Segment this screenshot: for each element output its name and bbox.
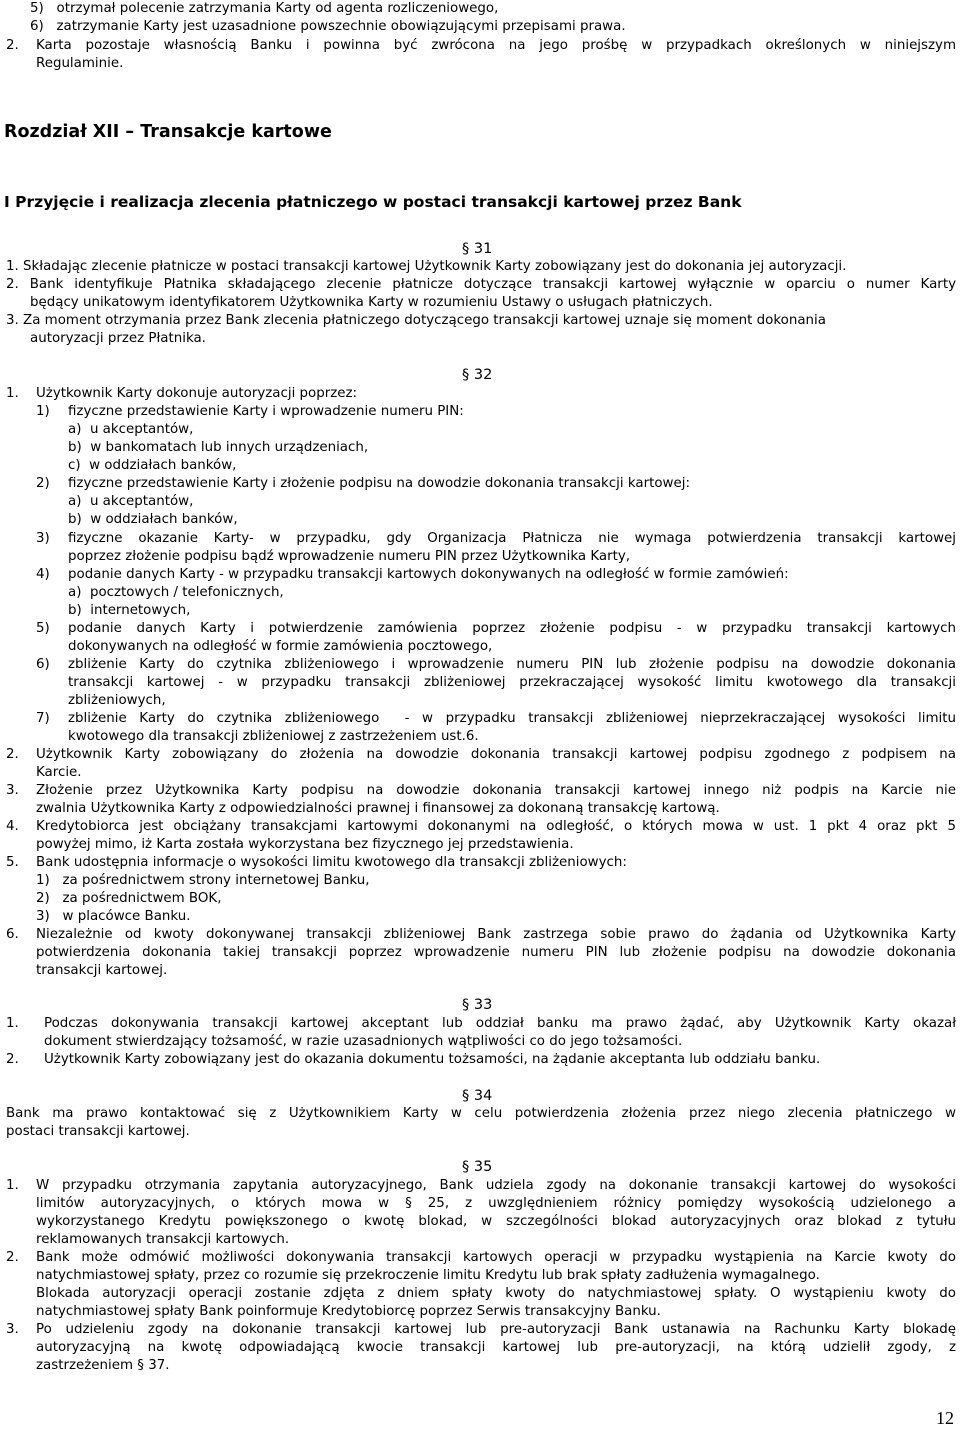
item-number: 4) [36,567,50,582]
text-line: zbliżeniowych, [68,693,166,708]
text-line: 2. Bank identyfikuje Płatnika składającego zlecenie płatnicze dotyczące transakcji kartowej wyłącznie w oparciu o numer Karty [6,277,956,292]
text-line: 1. Składając zlecenie płatnicze w postaci transakcji kartowej Użytkownik Karty zobowiązany jest do dokonania jej autoryzacji. [6,259,847,274]
text-line: b) w oddziałach banków, [68,512,238,527]
text-line: a) pocztowych / telefonicznych, [68,585,284,600]
item-number: 1. [6,1016,19,1031]
text-line: W przypadku otrzymania zapytania autoryzacyjnego, Bank udziela zgody na dokonanie transakcji kartowej do wysokości [36,1178,956,1193]
text-line: kwotowego dla transakcji zbliżeniowej z zastrzeżeniem ust.6. [68,729,479,744]
text-line: b) w bankomatach lub innych urządzeniach, [68,440,369,455]
text-line: autoryzacji przez Płatnika. [30,331,206,346]
item-number: 6. [6,927,19,942]
text-line: Użytkownik Karty zobowiązany jest do okazania dokumentu tożsamości, na żądanie akceptanta lub oddziału banku. [44,1052,821,1067]
text-line: zastrzeżeniem § 37. [36,1358,170,1373]
text-line: Karcie. [36,765,82,780]
text-line: autoryzacyjną na kwotę odpowiadającą kwocie transakcji kartowej lub pre-autoryzacji, na którą udzielił zgody, z [36,1340,956,1355]
text-line: Podczas dokonywania transakcji kartowej akceptant lub oddział banku ma prawo żądać, aby Użytkownik Karty okazał [44,1016,956,1031]
text-line: 6) zatrzymanie Karty jest uzasadnione powszechnie obowiązującymi przepisami prawa. [30,19,626,34]
text-line: Złożenie przez Użytkownika Karty podpisu na dowodzie dokonania transakcji kartowej innego niż podpis na Karcie nie [36,783,956,798]
section-title: I Przyjęcie i realizacja zlecenia płatniczego w postaci transakcji kartowej przez Bank [4,193,742,211]
text-line: transakcji kartowej. [36,963,168,978]
text-line: fizyczne przedstawienie Karty i złożenie podpisu na dowodzie dokonania transakcji kartowej: [68,476,690,491]
text-line: Blokada autoryzacji operacji zostanie zdjęta z dniem spłaty kwoty do natychmiastowej spłaty. O wystąpieniu kwoty do [36,1286,956,1301]
item-number: 3. [6,1322,19,1337]
text-line: Kredytobiorca jest obciążany transakcjami kartowymi dokonanymi na odległość, o których mowa w ust. 1 pkt 4 oraz pkt 5 [36,819,956,834]
text-line: a) u akceptantów, [68,494,194,509]
text-line: 3. Za moment otrzymania przez Bank zlecenia płatniczego dotyczącego transakcji kartowej uznaje się moment dokonania [6,313,826,328]
text-line: Niezależnie od kwoty dokonywanej transakcji zbliżeniowej Bank zastrzega sobie prawo do żądania od Użytkownika Karty [36,927,956,942]
text-line: c) w oddziałach banków, [68,458,237,473]
text-line: dokonywanych na odległość w formie zamówienia pocztowego, [68,639,493,654]
item-number: 2) [36,476,50,491]
text-line: 5) otrzymał polecenie zatrzymania Karty od agenta rozliczeniowego, [30,1,499,16]
text-line: będący unikatowym identyfikatorem Użytkownika Karty w rozumieniu Ustawy o usługach płatniczych. [30,295,713,310]
text-line: Bank może odmówić możliwości dokonywania transakcji kartowych operacji w przypadku wystąpienia na Karcie kwoty do [36,1250,956,1265]
text-line: podanie danych Karty - w przypadku transakcji kartowych dokonywanych na odległość w formie zamówień: [68,567,789,582]
item-number: 3. [6,783,19,798]
text-line: Regulaminie. [36,56,124,71]
item-number: 7) [36,711,50,726]
text-line: fizyczne przedstawienie Karty i wprowadzenie numeru PIN: [68,404,464,419]
paragraph-number: § 31 [462,241,493,257]
text-line: natychmiastowej spłaty, przez co rozumie się przekroczenie limitu Kredytu lub brak spłaty zadłużenia wymagalnego. [36,1268,820,1283]
text-line: fizyczne okazanie Karty- w przypadku, gdy Organizacja Płatnicza nie wymaga potwierdzenia transakcji kartowej [68,531,956,546]
text-line: zbliżenie Karty do czytnika zbliżeniowego - w przypadku transakcji zbliżeniowej nieprzekraczającej wysokości limitu [68,711,956,726]
item-number: 1. [6,1178,19,1193]
text-line: powyżej mimo, iż Karta została wykorzystana bez fizycznego jej przedstawienia. [36,837,574,852]
paragraph-number: § 34 [462,1088,493,1104]
text-line: Karta pozostaje własnością Banku i powinna być zwrócona na jego prośbę w przypadkach określonych w niniejszym [36,38,956,53]
text-line: limitów autoryzacyjnych, o których mowa w § 25, z uwzględnieniem różnicy pomiędzy wysokością udzielonego a [36,1196,956,1211]
text-line: dokument stwierdzający tożsamość, w razie uzasadnionych wątpliwości co do jego tożsamości. [44,1034,683,1049]
item-number: 2. [6,747,19,762]
paragraph-number: § 33 [462,997,493,1013]
text-line: a) u akceptantów, [68,422,194,437]
text-line: Bank ma prawo kontaktować się z Użytkownikiem Karty w celu potwierdzenia złożenia przez niego zlecenia płatniczego w [6,1106,956,1121]
text-line: reklamowanych transakcji kartowych. [36,1232,290,1247]
text-line: podanie danych Karty i potwierdzenie zamówienia poprzez złożenie podpisu - w przypadku transakcji kartowych [68,621,956,636]
text-line: wykorzystanego Kredytu powiększonego o kwotę blokad, w szczególności blokad autoryzacyjnych oraz blokad z tytułu [36,1214,956,1229]
text-line: 1) za pośrednictwem strony internetowej Banku, [36,873,370,888]
item-number: 3) [36,531,50,546]
item-number: 6) [36,657,50,672]
text-line: Użytkownik Karty dokonuje autoryzacji poprzez: [36,386,358,401]
text-line: zbliżenie Karty do czytnika zbliżeniowego i wprowadzenie numeru PIN lub złożenie podpisu na dowodzie dokonania [68,657,956,672]
item-number: 5. [6,855,19,870]
text-line: Po udzieleniu zgody na dokonanie transakcji kartowej lub pre-autoryzacji Bank ustanawia na Rachunku Karty blokadę [36,1322,956,1337]
paragraph-number: § 35 [462,1159,493,1175]
paragraph-number: § 32 [462,367,493,383]
text-line: Użytkownik Karty zobowiązany do złożenia na dowodzie dokonania transakcji kartowej podpisu zgodnego z podpisem na [36,747,956,762]
item-number: 1) [36,404,50,419]
text-line: poprzez złożenie podpisu bądź wprowadzenie numeru PIN przez Użytkownika Karty, [68,549,631,564]
text-line: transakcji kartowej - w przypadku transakcji zbliżeniowej przekraczającej wysokość limitu kwotowego dla transakcji [68,675,956,690]
page-number: 12 [936,1408,954,1428]
text-line: zwalnia Użytkownika Karty z odpowiedzialności prawnej i finansowej za dokonaną transakcję kartową. [36,801,720,816]
item-number: 2. [6,38,19,53]
item-number: 4. [6,819,19,834]
text-line: 2) za pośrednictwem BOK, [36,891,222,906]
text-line: potwierdzenia dokonania takiej transakcji poprzez wprowadzenie numeru PIN lub złożenie podpisu na dowodzie dokonania [36,945,956,960]
item-number: 2. [6,1052,19,1067]
text-line: 3) w placówce Banku. [36,909,191,924]
text-line: Bank udostępnia informacje o wysokości limitu kwotowego dla transakcji zbliżeniowych: [36,855,627,870]
text-line: natychmiastowej spłaty Bank poinformuje Kredytobiorcę poprzez Serwis transakcyjny Banku. [36,1304,661,1319]
text-line: postaci transakcji kartowej. [6,1124,190,1139]
text-line: b) internetowych, [68,603,191,618]
chapter-title: Rozdział XII – Transakcje kartowe [4,122,332,142]
item-number: 1. [6,386,19,401]
item-number: 5) [36,621,50,636]
item-number: 2. [6,1250,19,1265]
